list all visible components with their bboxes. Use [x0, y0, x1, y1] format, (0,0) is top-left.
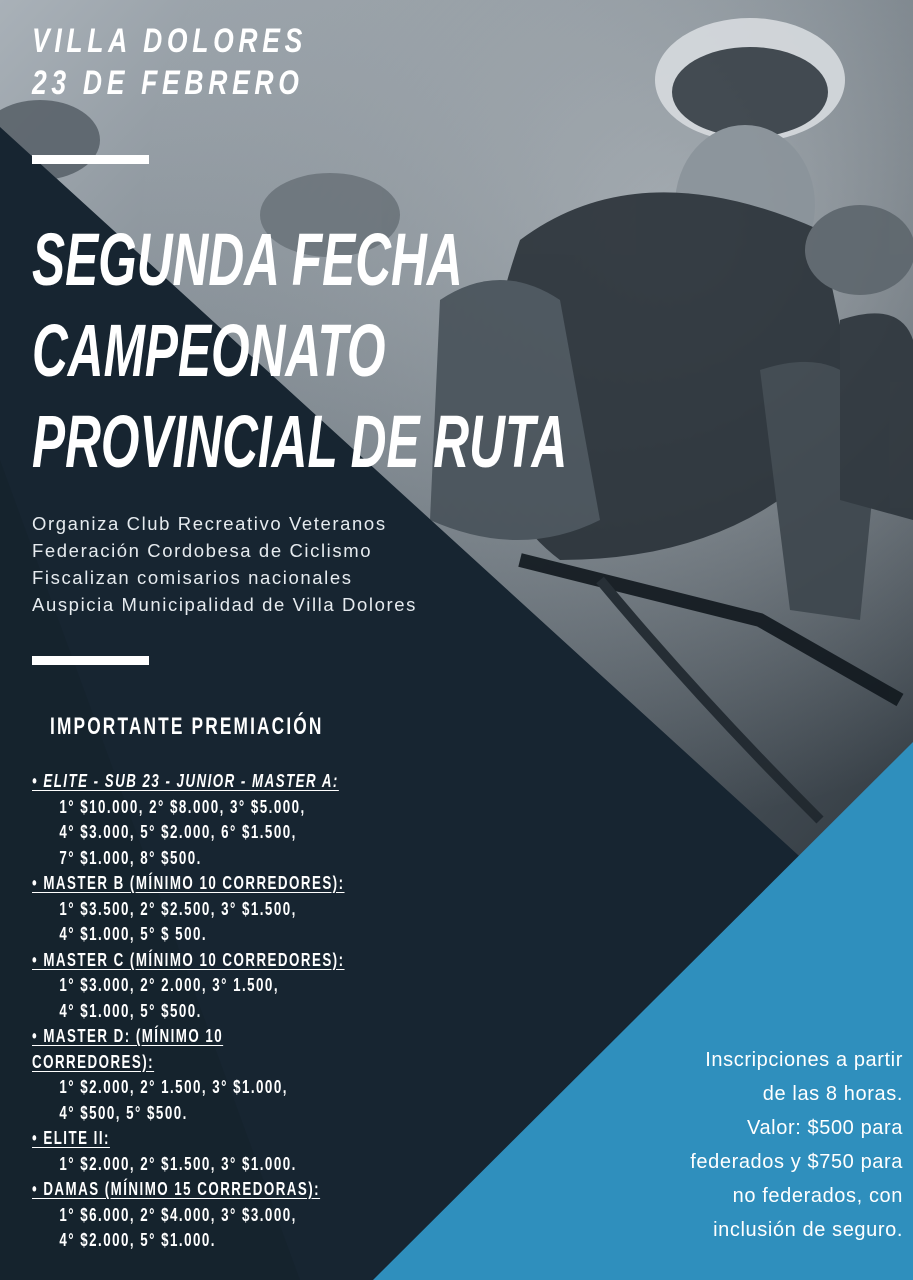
- prize-amounts: 1° $2.000, 2° 1.500, 3° $1.000,: [59, 1077, 288, 1097]
- event-title: [32, 214, 567, 487]
- registration-line: Valor: $500 para: [747, 1117, 903, 1139]
- prize-amounts: 1° $10.000, 2° $8.000, 3° $5.000,: [59, 796, 306, 817]
- prize-amounts: 4° $500, 5° $500.: [59, 1102, 188, 1123]
- prize-amounts: 7° $1.000, 8° $500.: [59, 847, 202, 868]
- registration-line: federados y $750 para: [690, 1151, 903, 1173]
- prize-list: [32, 769, 345, 1254]
- prize-amounts: 1° $6.000, 2° $4.000, 3° $3.000,: [59, 1204, 297, 1225]
- prize-category: • ELITE - SUB 23 - JUNIOR - MASTER A:: [32, 771, 339, 791]
- prize-amounts: 4° $1.000, 5° $500.: [59, 1000, 202, 1021]
- prize-category: • DAMAS (MÍNIMO 15 CORREDORAS):: [32, 1179, 321, 1199]
- registration-info: [690, 1043, 903, 1247]
- organizer-line: Fiscalizan comisarios nacionales: [32, 567, 353, 588]
- organizer-line: Auspicia Municipalidad de Villa Dolores: [32, 594, 417, 615]
- prize-amounts: 4° $1.000, 5° $ 500.: [59, 924, 208, 944]
- prize-amounts: 1° $3.000, 2° 2.000, 3° 1.500,: [59, 975, 279, 995]
- divider-middle: [32, 656, 149, 665]
- prize-category: • ELITE II:: [32, 1128, 110, 1148]
- divider-top: [32, 155, 149, 164]
- registration-line: inclusión de seguro.: [713, 1219, 903, 1241]
- prize-category: • MASTER C (MÍNIMO 10 CORREDORES):: [32, 949, 345, 970]
- title-line-2: CAMPEONATO: [32, 309, 386, 392]
- organizer-line: Federación Cordobesa de Ciclismo: [32, 540, 373, 561]
- location-text: VILLA DOLORES: [32, 22, 307, 60]
- prize-amounts: 1° $2.000, 2° $1.500, 3° $1.000.: [59, 1153, 297, 1174]
- prize-category: • MASTER D: (MÍNIMO 10: [32, 1026, 224, 1046]
- prize-category: • MASTER B (MÍNIMO 10 CORREDORES):: [32, 873, 345, 893]
- registration-line: Inscripciones a partir: [705, 1049, 903, 1071]
- title-line-1: SEGUNDA FECHA: [32, 218, 463, 301]
- prize-category: CORREDORES):: [32, 1051, 155, 1072]
- organizers-list: [32, 510, 417, 618]
- date-text: 23 DE FEBRERO: [32, 64, 304, 102]
- prize-amounts: 4° $3.000, 5° $2.000, 6° $1.500,: [59, 822, 297, 842]
- prize-amounts: 1° $3.500, 2° $2.500, 3° $1.500,: [59, 898, 297, 919]
- prize-amounts: 4° $2.000, 5° $1.000.: [59, 1230, 216, 1250]
- registration-line: de las 8 horas.: [762, 1083, 903, 1105]
- organizer-line: Organiza Club Recreativo Veteranos: [32, 513, 387, 534]
- title-line-3: PROVINCIAL DE RUTA: [32, 400, 568, 483]
- prizes-heading: IMPORTANTE PREMIACIÓN: [50, 713, 324, 740]
- event-location-date: [32, 20, 307, 104]
- registration-line: no federados, con: [732, 1185, 903, 1207]
